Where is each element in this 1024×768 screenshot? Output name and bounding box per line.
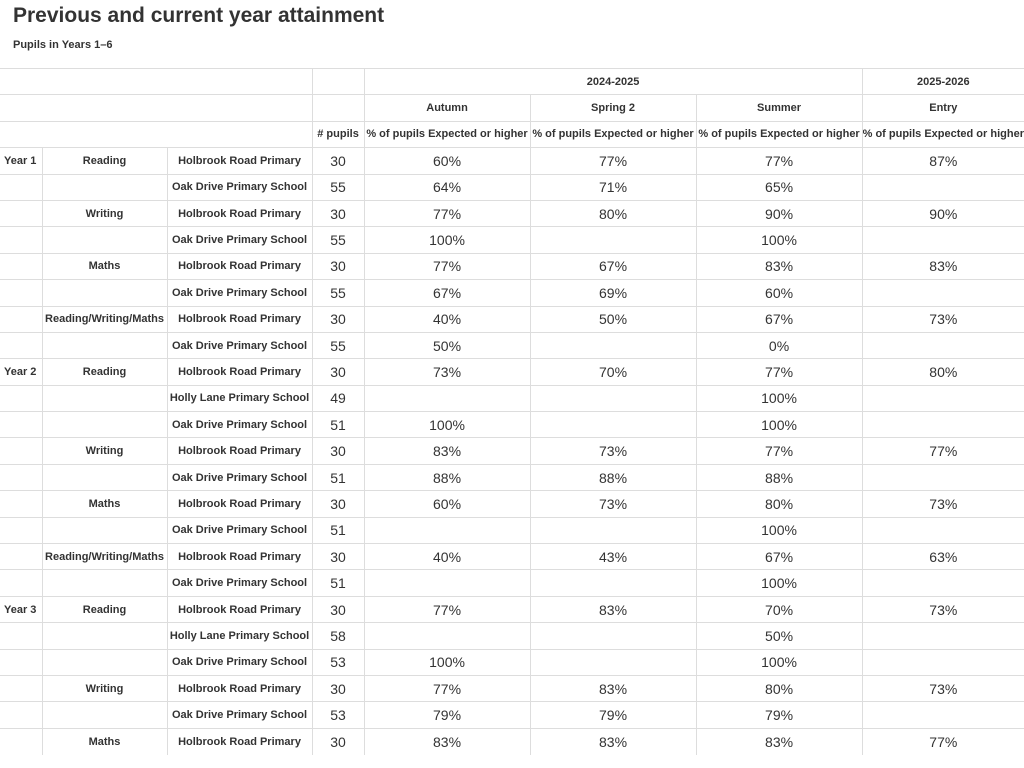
pupils-cell: 30 (312, 544, 364, 570)
subject-cell (42, 280, 167, 306)
subject-cell: Maths (42, 491, 167, 517)
autumn-value: 100% (364, 412, 530, 438)
spring-value (530, 570, 696, 596)
entry-value: 83% (862, 253, 1024, 279)
school-cell: Holbrook Road Primary (167, 728, 312, 754)
subject-cell: Reading (42, 148, 167, 174)
autumn-value (364, 623, 530, 649)
school-cell: Holbrook Road Primary (167, 200, 312, 226)
school-cell: Holbrook Road Primary (167, 596, 312, 622)
pupils-cell: 51 (312, 570, 364, 596)
year-cell (0, 306, 42, 332)
pupils-cell: 30 (312, 728, 364, 754)
spring-value: 83% (530, 675, 696, 701)
pupils-cell: 51 (312, 517, 364, 543)
autumn-value (364, 570, 530, 596)
autumn-value: 100% (364, 227, 530, 253)
school-cell: Oak Drive Primary School (167, 702, 312, 728)
summer-value: 80% (696, 491, 862, 517)
summer-value: 77% (696, 148, 862, 174)
header-blank-pupils (312, 69, 364, 95)
year-cell: Year 3 (0, 596, 42, 622)
table-row (0, 675, 1024, 701)
autumn-value (364, 385, 530, 411)
subject-cell: Reading/Writing/Maths (42, 306, 167, 332)
spring-value: 88% (530, 464, 696, 490)
header-blank-pupils (312, 95, 364, 121)
table-row (0, 359, 1024, 385)
school-cell: Holbrook Road Primary (167, 359, 312, 385)
year-cell (0, 491, 42, 517)
year-cell (0, 200, 42, 226)
subject-cell: Writing (42, 675, 167, 701)
entry-value: 87% (862, 148, 1024, 174)
header-row-columns (0, 121, 1024, 147)
entry-value: 73% (862, 306, 1024, 332)
table-body (0, 148, 1024, 755)
summer-value: 100% (696, 412, 862, 438)
table-row (0, 412, 1024, 438)
table-row (0, 517, 1024, 543)
subject-cell: Reading (42, 359, 167, 385)
header-blank (0, 95, 312, 121)
table-row (0, 200, 1024, 226)
subject-cell (42, 649, 167, 675)
header-blank (0, 121, 312, 147)
header-pct-spring: % of pupils Expected or higher (530, 121, 696, 147)
summer-value: 83% (696, 728, 862, 754)
pupils-cell: 30 (312, 596, 364, 622)
autumn-value: 83% (364, 438, 530, 464)
school-cell: Oak Drive Primary School (167, 412, 312, 438)
header-pct-entry: % of pupils Expected or higher (862, 121, 1024, 147)
subject-cell: Reading (42, 596, 167, 622)
pupils-cell: 55 (312, 280, 364, 306)
summer-value: 77% (696, 438, 862, 464)
table-header (0, 69, 1024, 148)
table-row (0, 464, 1024, 490)
pupils-cell: 55 (312, 174, 364, 200)
year-cell (0, 517, 42, 543)
pupils-cell: 58 (312, 623, 364, 649)
school-cell: Holly Lane Primary School (167, 385, 312, 411)
subject-cell (42, 702, 167, 728)
spring-value (530, 332, 696, 358)
entry-value (862, 570, 1024, 596)
school-cell: Holbrook Road Primary (167, 438, 312, 464)
subject-cell: Writing (42, 438, 167, 464)
school-cell: Oak Drive Primary School (167, 517, 312, 543)
year-cell (0, 227, 42, 253)
spring-value: 77% (530, 148, 696, 174)
pupils-cell: 30 (312, 148, 364, 174)
page-title: Previous and current year attainment (13, 4, 385, 27)
table-row (0, 623, 1024, 649)
table-row (0, 544, 1024, 570)
subject-cell (42, 227, 167, 253)
year-cell (0, 570, 42, 596)
spring-value (530, 227, 696, 253)
table-row (0, 227, 1024, 253)
entry-value: 73% (862, 491, 1024, 517)
autumn-value: 77% (364, 253, 530, 279)
school-cell: Holbrook Road Primary (167, 544, 312, 570)
table-row (0, 570, 1024, 596)
pupils-cell: 30 (312, 200, 364, 226)
summer-value: 90% (696, 200, 862, 226)
summer-value: 50% (696, 623, 862, 649)
pupils-cell: 30 (312, 491, 364, 517)
year-cell (0, 649, 42, 675)
year-cell (0, 174, 42, 200)
year-cell (0, 253, 42, 279)
school-cell: Oak Drive Primary School (167, 332, 312, 358)
autumn-value: 77% (364, 675, 530, 701)
summer-value: 60% (696, 280, 862, 306)
pupils-cell: 30 (312, 675, 364, 701)
table-row (0, 596, 1024, 622)
year-cell (0, 280, 42, 306)
pupils-cell: 53 (312, 649, 364, 675)
pupils-cell: 49 (312, 385, 364, 411)
autumn-value: 60% (364, 491, 530, 517)
header-pupils: # pupils (312, 121, 364, 147)
summer-value: 100% (696, 385, 862, 411)
autumn-value: 100% (364, 649, 530, 675)
page-subtitle: Pupils in Years 1–6 (13, 39, 113, 51)
school-cell: Oak Drive Primary School (167, 649, 312, 675)
header-blank (0, 69, 312, 95)
entry-value: 80% (862, 359, 1024, 385)
school-cell: Oak Drive Primary School (167, 464, 312, 490)
summer-value: 77% (696, 359, 862, 385)
pupils-cell: 55 (312, 332, 364, 358)
pupils-cell: 30 (312, 306, 364, 332)
year-cell (0, 332, 42, 358)
spring-value (530, 412, 696, 438)
spring-value: 73% (530, 438, 696, 464)
summer-value: 70% (696, 596, 862, 622)
subject-cell: Maths (42, 253, 167, 279)
pupils-cell: 55 (312, 227, 364, 253)
header-term-spring: Spring 2 (530, 95, 696, 121)
entry-value: 73% (862, 596, 1024, 622)
entry-value (862, 517, 1024, 543)
header-term-entry: Entry (862, 95, 1024, 121)
autumn-value: 77% (364, 200, 530, 226)
subject-cell (42, 623, 167, 649)
year-cell (0, 412, 42, 438)
header-term-autumn: Autumn (364, 95, 530, 121)
pupils-cell: 30 (312, 438, 364, 464)
year-cell (0, 464, 42, 490)
school-cell: Oak Drive Primary School (167, 227, 312, 253)
header-row-terms (0, 95, 1024, 121)
autumn-value: 77% (364, 596, 530, 622)
summer-value: 100% (696, 649, 862, 675)
header-year-2025: 2025-2026 (862, 69, 1024, 95)
spring-value: 50% (530, 306, 696, 332)
subject-cell: Maths (42, 728, 167, 754)
autumn-value: 67% (364, 280, 530, 306)
summer-value: 100% (696, 570, 862, 596)
pupils-cell: 30 (312, 253, 364, 279)
summer-value: 100% (696, 517, 862, 543)
summer-value: 65% (696, 174, 862, 200)
year-cell (0, 675, 42, 701)
school-cell: Oak Drive Primary School (167, 280, 312, 306)
school-cell: Oak Drive Primary School (167, 570, 312, 596)
summer-value: 79% (696, 702, 862, 728)
table-row (0, 148, 1024, 174)
header-pct-summer: % of pupils Expected or higher (696, 121, 862, 147)
year-cell (0, 438, 42, 464)
spring-value: 83% (530, 728, 696, 754)
autumn-value (364, 517, 530, 543)
autumn-value: 64% (364, 174, 530, 200)
pupils-cell: 30 (312, 359, 364, 385)
spring-value: 73% (530, 491, 696, 517)
attainment-table (0, 68, 1024, 755)
subject-cell: Reading/Writing/Maths (42, 544, 167, 570)
entry-value (862, 649, 1024, 675)
subject-cell (42, 412, 167, 438)
school-cell: Oak Drive Primary School (167, 174, 312, 200)
table-row (0, 438, 1024, 464)
spring-value (530, 517, 696, 543)
spring-value: 67% (530, 253, 696, 279)
entry-value: 73% (862, 675, 1024, 701)
spring-value: 83% (530, 596, 696, 622)
header-row-years (0, 69, 1024, 95)
table-row (0, 491, 1024, 517)
entry-value: 77% (862, 728, 1024, 754)
entry-value (862, 702, 1024, 728)
subject-cell (42, 570, 167, 596)
entry-value (862, 174, 1024, 200)
pupils-cell: 53 (312, 702, 364, 728)
entry-value (862, 227, 1024, 253)
autumn-value: 83% (364, 728, 530, 754)
table-row (0, 332, 1024, 358)
autumn-value: 79% (364, 702, 530, 728)
summer-value: 0% (696, 332, 862, 358)
table-row (0, 385, 1024, 411)
spring-value: 80% (530, 200, 696, 226)
table-row (0, 280, 1024, 306)
entry-value: 77% (862, 438, 1024, 464)
table-row (0, 253, 1024, 279)
spring-value (530, 385, 696, 411)
subject-cell (42, 517, 167, 543)
table-row (0, 174, 1024, 200)
summer-value: 83% (696, 253, 862, 279)
year-cell (0, 385, 42, 411)
spring-value: 71% (530, 174, 696, 200)
spring-value (530, 623, 696, 649)
summer-value: 80% (696, 675, 862, 701)
summer-value: 88% (696, 464, 862, 490)
autumn-value: 40% (364, 544, 530, 570)
year-cell: Year 1 (0, 148, 42, 174)
entry-value (862, 412, 1024, 438)
year-cell (0, 544, 42, 570)
entry-value: 63% (862, 544, 1024, 570)
table-row (0, 306, 1024, 332)
autumn-value: 40% (364, 306, 530, 332)
table-row (0, 649, 1024, 675)
school-cell: Holbrook Road Primary (167, 491, 312, 517)
autumn-value: 60% (364, 148, 530, 174)
autumn-value: 88% (364, 464, 530, 490)
pupils-cell: 51 (312, 412, 364, 438)
school-cell: Holbrook Road Primary (167, 148, 312, 174)
spring-value: 70% (530, 359, 696, 385)
autumn-value: 50% (364, 332, 530, 358)
subject-cell (42, 464, 167, 490)
subject-cell (42, 174, 167, 200)
year-cell: Year 2 (0, 359, 42, 385)
pupils-cell: 51 (312, 464, 364, 490)
spring-value: 43% (530, 544, 696, 570)
subject-cell (42, 385, 167, 411)
summer-value: 100% (696, 227, 862, 253)
year-cell (0, 728, 42, 754)
entry-value (862, 332, 1024, 358)
summer-value: 67% (696, 544, 862, 570)
spring-value: 69% (530, 280, 696, 306)
entry-value (862, 623, 1024, 649)
table-row (0, 702, 1024, 728)
autumn-value: 73% (364, 359, 530, 385)
table-row (0, 728, 1024, 754)
school-cell: Holly Lane Primary School (167, 623, 312, 649)
summer-value: 67% (696, 306, 862, 332)
entry-value (862, 385, 1024, 411)
school-cell: Holbrook Road Primary (167, 253, 312, 279)
subject-cell (42, 332, 167, 358)
subject-cell: Writing (42, 200, 167, 226)
header-year-2024: 2024-2025 (364, 69, 862, 95)
entry-value: 90% (862, 200, 1024, 226)
header-pct-autumn: % of pupils Expected or higher (364, 121, 530, 147)
year-cell (0, 702, 42, 728)
entry-value (862, 280, 1024, 306)
school-cell: Holbrook Road Primary (167, 675, 312, 701)
school-cell: Holbrook Road Primary (167, 306, 312, 332)
year-cell (0, 623, 42, 649)
entry-value (862, 464, 1024, 490)
spring-value (530, 649, 696, 675)
header-term-summer: Summer (696, 95, 862, 121)
spring-value: 79% (530, 702, 696, 728)
